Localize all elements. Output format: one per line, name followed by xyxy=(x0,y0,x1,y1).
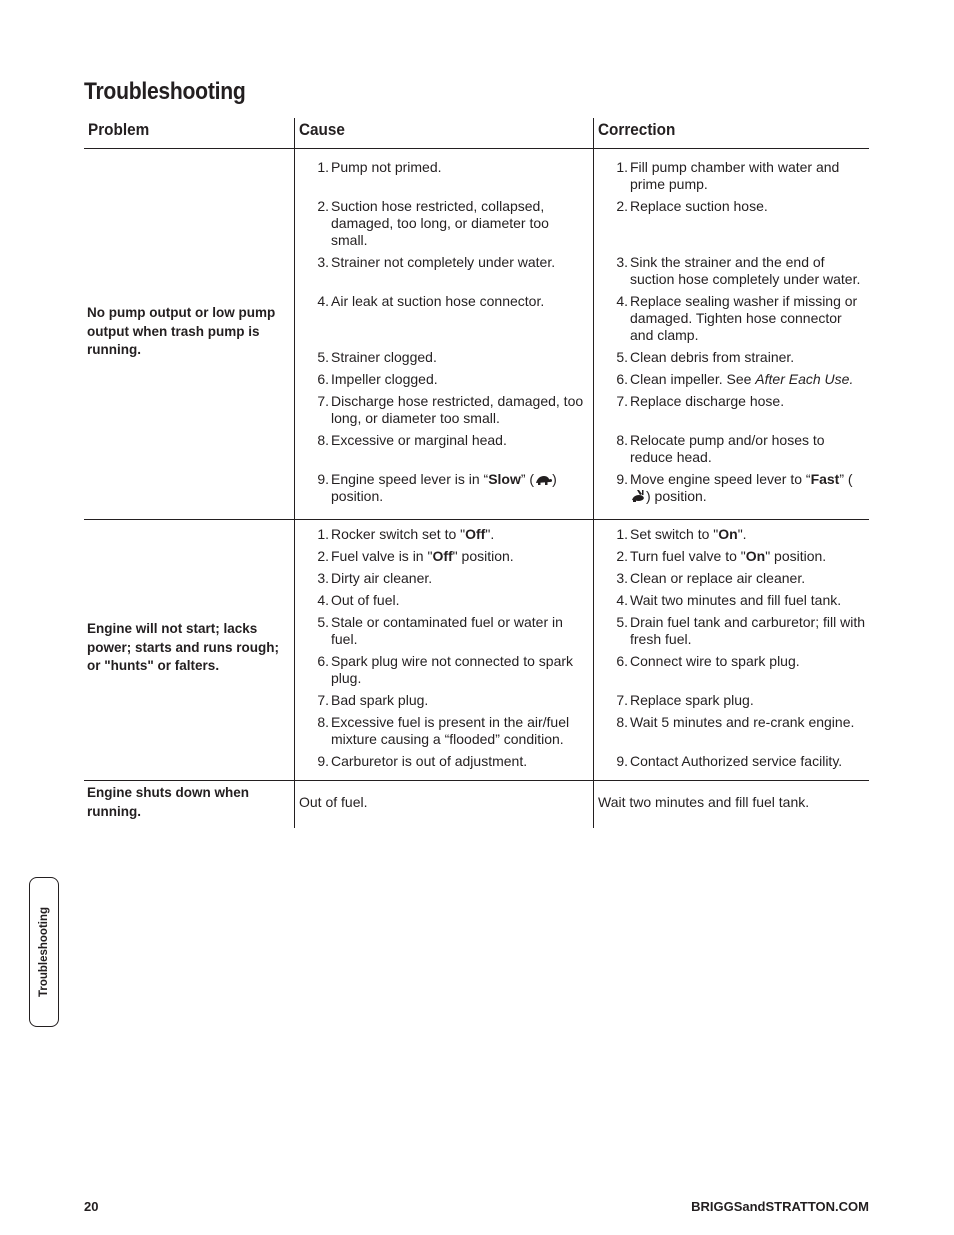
header-problem: Problem xyxy=(88,120,150,139)
page-number: 20 xyxy=(84,1199,99,1214)
turtle-icon xyxy=(534,474,552,486)
problem-text: No pump output or low pump output when trash pump is running. xyxy=(87,305,276,357)
header-correction: Correction xyxy=(598,120,676,139)
cause-text: Out of fuel. xyxy=(299,794,368,810)
column-divider xyxy=(593,118,594,828)
row-divider xyxy=(84,780,869,781)
rabbit-icon xyxy=(630,490,646,503)
problem-text: Engine shuts down when running. xyxy=(87,785,249,819)
page-title: Troubleshooting xyxy=(84,78,246,105)
header-rule xyxy=(84,148,869,149)
correction-text: Wait two minutes and fill fuel tank. xyxy=(598,794,810,810)
footer-website: BRIGGSandSTRATTON.COM xyxy=(691,1199,869,1214)
header-cause: Cause xyxy=(299,120,345,139)
side-tab-label: Troubleshooting xyxy=(38,906,50,998)
problem-text: Engine will not start; lacks power; starts and runs rough; or "hunts" or falters. xyxy=(87,621,280,673)
side-tab xyxy=(29,877,59,1027)
row-divider xyxy=(84,519,869,520)
column-divider xyxy=(294,118,295,828)
